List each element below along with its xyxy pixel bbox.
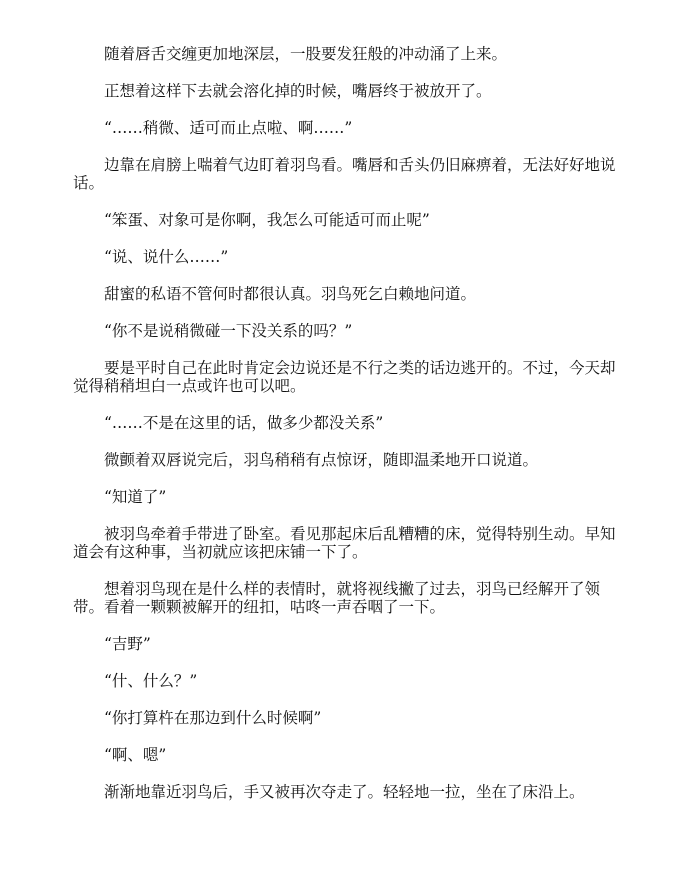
paragraph-6: “说、说什么……” bbox=[104, 248, 229, 266]
paragraph-5: “笨蛋、对象可是你啊，我怎么可能适可而止呢” bbox=[104, 211, 430, 229]
paragraph-14: 想着羽鸟现在是什么样的表情时，就将视线撇了过去，羽鸟已经解开了领带。看着一颗颗被解开的纽扣，咕咚一声吞咽了一下。 bbox=[73, 580, 601, 616]
paragraph-2: 正想着这样下去就会溶化掉的时候，嘴唇终于被放开了。 bbox=[104, 82, 492, 100]
paragraph-8: “你不是说稍微碰一下没关系的吗？” bbox=[104, 322, 353, 340]
paragraph-1: 随着唇舌交缠更加地深层，一股要发狂般的冲动涌了上来。 bbox=[104, 45, 508, 63]
paragraph-4: 边靠在肩膀上喘着气边盯着羽鸟看。嘴唇和舌头仍旧麻痹着，无法好好地说话。 bbox=[73, 156, 616, 192]
paragraph-3: “……稍微、适可而止点啦、啊……” bbox=[104, 119, 353, 137]
paragraph-9: 要是平时自己在此时肯定会边说还是不行之类的话边逃开的。不过，今天却觉得稍稍坦白一点或许也可以吧。 bbox=[73, 359, 616, 395]
paragraph-17: “你打算杵在那边到什么时候啊” bbox=[104, 709, 322, 727]
paragraph-7: 甜蜜的私语不管何时都很认真。羽鸟死乞白赖地问道。 bbox=[104, 285, 477, 303]
paragraph-11: 微颤着双唇说完后，羽鸟稍稍有点惊讶，随即温柔地开口说道。 bbox=[104, 451, 539, 469]
paragraph-13: 被羽鸟牵着手带进了卧室。看见那起床后乱糟糟的床，觉得特别生动。早知道会有这种事，当初就应该把床铺一下了。 bbox=[73, 525, 616, 561]
paragraph-18: “啊、嗯” bbox=[104, 746, 167, 764]
paragraph-12: “知道了” bbox=[104, 488, 167, 506]
paragraph-15: “吉野” bbox=[104, 635, 151, 653]
paragraph-16: “什、什么？” bbox=[104, 672, 198, 690]
paragraph-19: 渐渐地靠近羽鸟后，手又被再次夺走了。轻轻地一拉，坐在了床沿上。 bbox=[104, 783, 585, 801]
paragraph-10: “……不是在这里的话，做多少都没关系” bbox=[104, 414, 384, 432]
